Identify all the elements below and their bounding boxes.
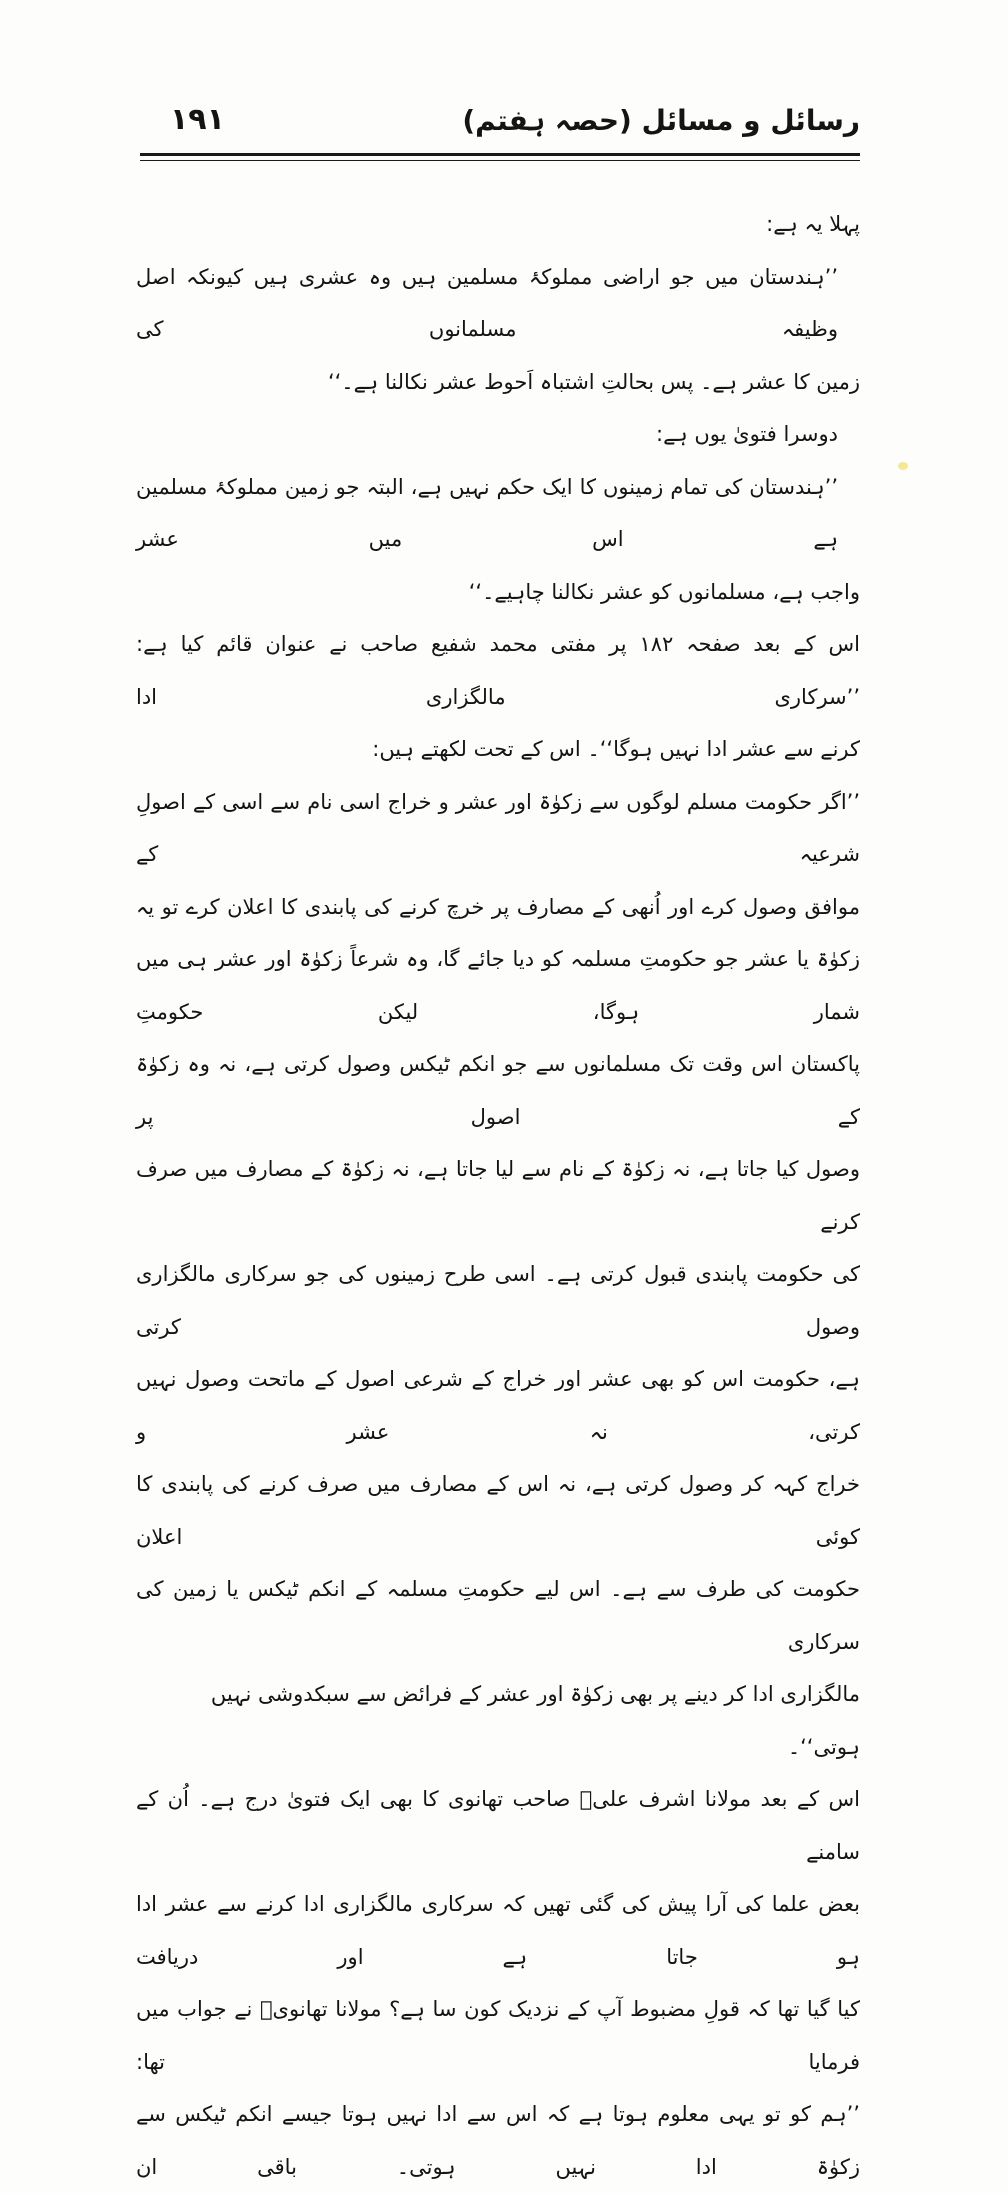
quote-line: ’’ہندستان میں جو اراضی مملوکۂ مسلمین ہیں وہ عشری ہیں کیونکہ اصل وظیفہ مسلمانوں کی: [136, 264, 838, 341]
quote-line: مالگزاری ادا کر دینے پر بھی زکوٰۃ اور عشر کے فرائض سے سبکدوشی نہیں ہوتی‘‘۔: [210, 1682, 860, 1759]
quote-line: پاکستان اس وقت تک مسلمانوں سے جو انکم ٹیکس وصول کرتی ہے، نہ وہ زکوٰۃ کے اصول پر: [136, 1052, 860, 1129]
paper-smudge: [898, 462, 908, 470]
page-number: ۱۹۱: [170, 102, 225, 137]
text-line: کیا گیا تھا کہ قولِ مضبوط آپ کے نزدیک کون سا ہے؟ مولانا تھانویؒ نے جواب میں فرمایا تھا:: [136, 1997, 860, 2074]
quote-line: ’’ہندستان کی تمام زمینوں کا ایک حکم نہیں ہے، البتہ جو زمین مملوکۂ مسلمین ہے اس میں عشر: [136, 474, 838, 551]
quote-line: ہے، حکومت اس کو بھی عشر اور خراج کے شرعی اصول کے ماتحت وصول نہیں کرتی، نہ عشر و: [136, 1367, 860, 1444]
text-line: اس کے بعد مولانا اشرف علیؒ صاحب تھانوی کا بھی ایک فتویٰ درج ہے۔ اُن کے سامنے: [136, 1787, 860, 1864]
quote-line: زکوٰۃ یا عشر جو حکومتِ مسلمہ کو دیا جائے گا، وہ شرعاً زکوٰۃ اور عشر ہی میں شمار ہوگا، لیکن حکومتِ: [136, 947, 860, 1024]
running-title: رسائل و مسائل (حصہ ہفتم): [462, 104, 860, 137]
text-line: پہلا یہ ہے:: [766, 212, 860, 236]
quote-line: خراج کہہ کر وصول کرتی ہے، نہ اس کے مصارف میں صرف کرنے کی پابندی کا کوئی اعلان: [136, 1472, 860, 1549]
quote-line: موافق وصول کرے اور اُنھی کے مصارف پر خرچ کرنے کی پابندی کا اعلان کرے تو یہ: [136, 894, 860, 919]
text-line: اس کے بعد صفحہ ۱۸۲ پر مفتی محمد شفیع صاحب نے عنوان قائم کیا ہے: ’’سرکاری مالگزاری ادا: [136, 632, 860, 709]
quote-line: ’’اگر حکومت مسلم لوگوں سے زکوٰۃ اور عشر و خراج اسی نام سے اسی کے اصولِ شرعیہ کے: [136, 789, 860, 866]
page-body: [136, 198, 860, 2193]
quote-line: کی حکومت پابندی قبول کرتی ہے۔ اسی طرح زمینوں کی جو سرکاری مالگزاری وصول کرتی: [136, 1262, 860, 1339]
quote-line: ’’ہم کو تو یہی معلوم ہوتا ہے کہ اس سے ادا نہیں ہوتا جیسے انکم ٹیکس سے زکوٰۃ ادا نہیں ہوتی۔ باقی ان: [136, 2102, 860, 2179]
text-line: بعض علما کی آرا پیش کی گئی تھیں کہ سرکاری مالگزاری ادا کرنے سے عشر ادا ہو جاتا ہے اور دریافت: [136, 1892, 860, 1969]
header-rule-thin: [140, 160, 860, 161]
text-line: دوسرا فتویٰ یوں ہے:: [656, 422, 838, 446]
header-rule-thick: [140, 153, 860, 156]
quote-line: واجب ہے، مسلمانوں کو عشر نکالنا چاہیے۔‘‘: [468, 579, 860, 604]
quote-line: زمین کا عشر ہے۔ پس بحالتِ اشتباہ اَحوط عشر نکالنا ہے۔‘‘: [327, 369, 860, 394]
page-header: [140, 96, 860, 152]
quote-line: وصول کیا جاتا ہے، نہ زکوٰۃ کے نام سے لیا جاتا ہے، نہ زکوٰۃ کے مصارف میں صرف کرنے: [136, 1157, 860, 1234]
quote-line: حکومت کی طرف سے ہے۔ اس لیے حکومتِ مسلمہ کے انکم ٹیکس یا زمین کی سرکاری: [136, 1577, 860, 1654]
text-line: کرنے سے عشر ادا نہیں ہوگا‘‘۔ اس کے تحت لکھتے ہیں:: [372, 737, 860, 761]
